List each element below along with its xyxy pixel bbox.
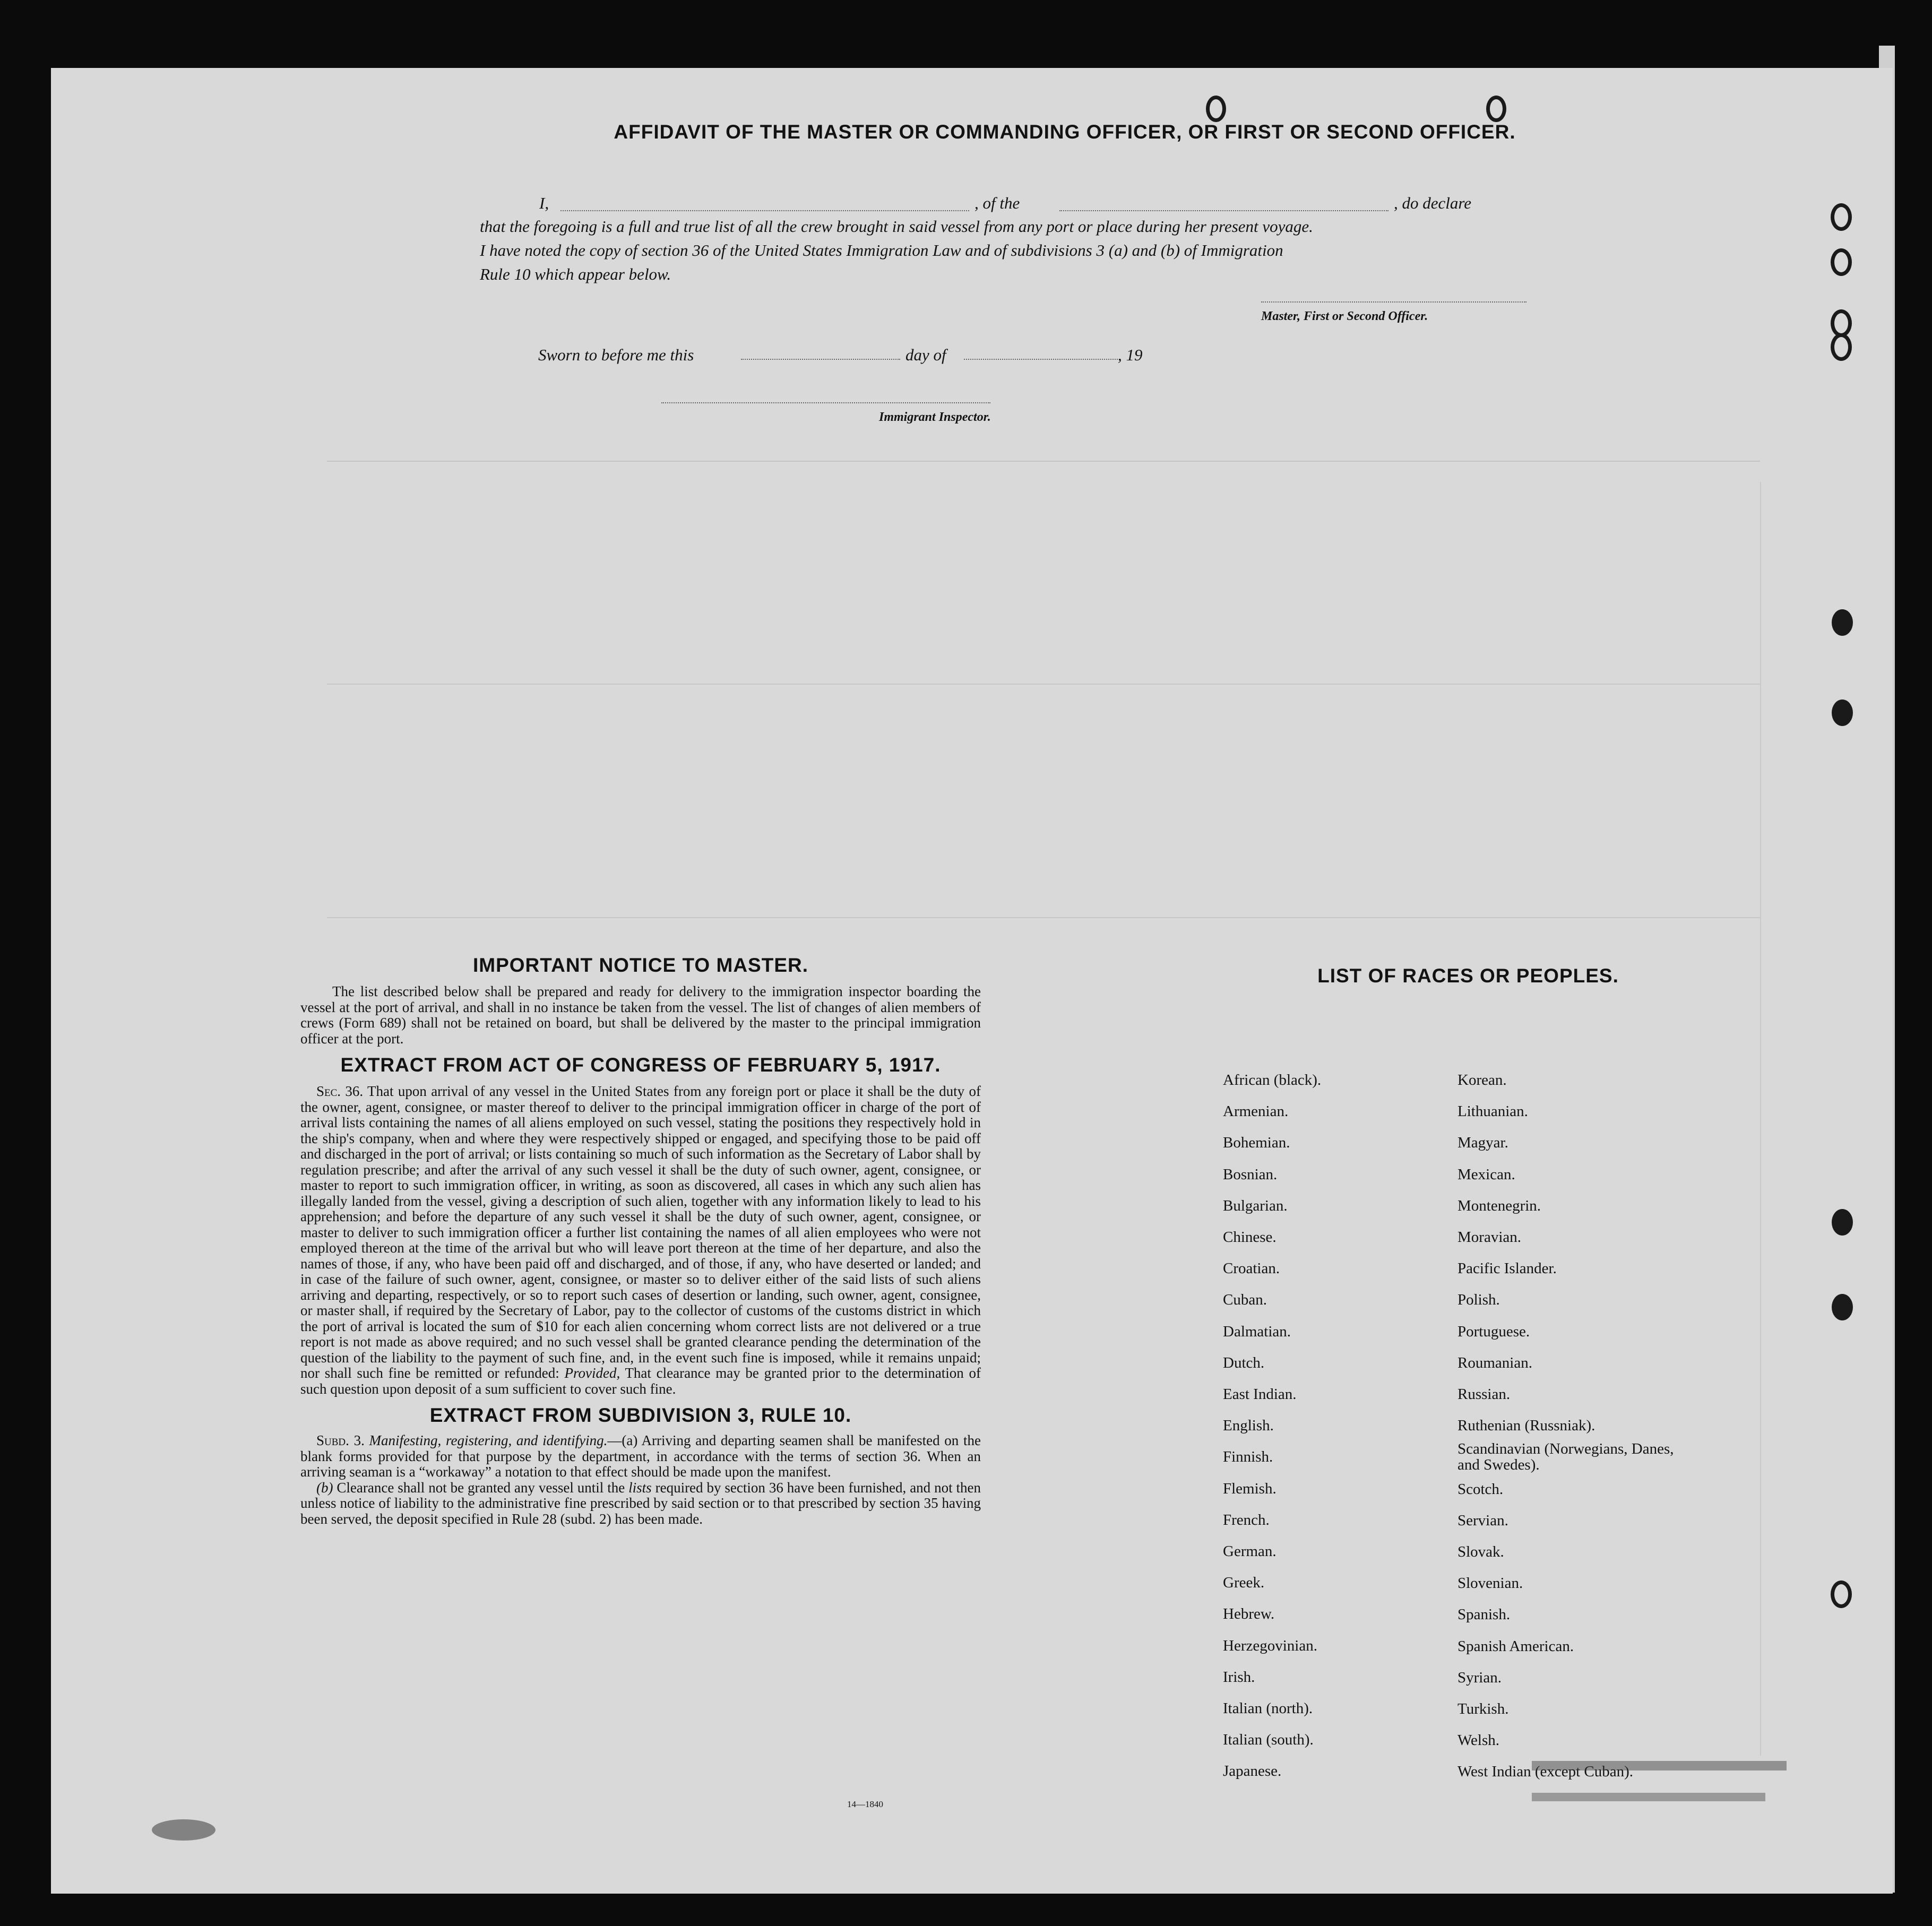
affidavit-do-declare-label: , do declare <box>1394 194 1472 212</box>
list-item: Armenian. <box>1223 1103 1289 1120</box>
day-of-label: day of <box>905 346 946 364</box>
list-item: Spanish American. <box>1457 1637 1574 1655</box>
list-item: Bosnian. <box>1223 1165 1278 1183</box>
list-item: Bulgarian. <box>1223 1197 1288 1214</box>
sworn-label: Sworn to before me this <box>538 346 694 364</box>
list-item: German. <box>1223 1543 1276 1560</box>
para-b-text-1: Clearance shall not be granted any vessel until the <box>337 1479 625 1496</box>
affidavit-do-declare <box>1394 191 1471 215</box>
affidavit-of-the <box>974 191 1020 215</box>
races-left-list <box>1223 1065 1321 1787</box>
provided-label: Provided, <box>564 1365 620 1381</box>
notice-title: IMPORTANT NOTICE TO MASTER. <box>472 954 808 976</box>
binding-hole-icon <box>1206 96 1226 122</box>
extract-act-text: That upon arrival of any vessel in the United States from any foreign port or place it shall be the duty of the owner, agent, consignee, or master thereof to deliver to the principal immigration officer in charge of the port of arrival lists containing the names of all aliens employed on such vessel, stating the positions they respectively hold in the ship's company, when and where they were respectively shipped or engaged, and specifying those to be paid off and discharged in the port of arrival; or lists containing so much of such information as the Secretary of Labor shall by regulation prescribe; and after the arrival of any such vessel it shall be the duty of such owner, agent, consignee, or master to report to such immigration officer, in writing, as soon as discovered, all cases in which any such alien has illegally landed from the vessel, giving a description of such alien, together with any information likely to lead to his apprehension; and before the departure of any such vessel it shall be the duty of such owner, agent, consignee, or master to deliver to such immigration officer a further list containing the names of all alien employees who were not employed thereon at the time of the arrival but who will leave port thereon at the time of her departure, and also the names of those, if any, who have been paid off and discharged, and of those, if any, who have deserted or landed; and in case of the failure of such owner, agent, consignee, or master so to deliver either of the said lists of such aliens arriving and departing, respectively, or so to report such cases of desertion or landing, such owner, agent, consignee, or master shall, if required by the Secretary of Labor, pay to the collector of customs of the customs district in which the port of arrival is located the sum of $10 for each alien concerning whom correct lists are not delivered or a true report is not made as above required; and no such vessel shall be granted clearance pending the determination of the question of the liability to the payment of such fine, and, in the event such fine is imposed, while it remains unpaid; nor shall such fine be remitted or refunded: <box>300 1083 981 1381</box>
inspector-signature-blank[interactable] <box>661 402 990 403</box>
list-item: Servian. <box>1457 1512 1508 1529</box>
extract-rule-para-a <box>300 1433 981 1480</box>
affidavit-line-1 <box>539 191 549 215</box>
list-item: Italian (south). <box>1223 1731 1314 1749</box>
list-item: Hebrew. <box>1223 1605 1275 1623</box>
ink-smudge <box>1532 1761 1787 1770</box>
list-item: Irish. <box>1223 1668 1255 1686</box>
notice-body: The list described below shall be prepared and ready for delivery to the immigration inspector boarding the vessel at the port of arrival, and shall in no instance be taken from the vessel. The list of changes of alien members of crews (Form 689) shall not be retained on board, but shall be delivered by the master to the principal immigration officer at the port. <box>300 983 981 1047</box>
affidavit-line-3: I have noted the copy of section 36 of the United States Immigration Law and of subdivisions 3 (a) and (b) of Immigration <box>480 241 1283 260</box>
vessel-name-blank[interactable] <box>1059 210 1388 211</box>
binding-hole-icon <box>1832 1294 1853 1320</box>
list-item: Russian. <box>1457 1386 1511 1403</box>
binding-hole-icon <box>1486 96 1506 122</box>
list-item: Polish. <box>1457 1291 1500 1309</box>
binding-hole-icon <box>1831 248 1852 276</box>
races-right-list <box>1457 1065 1744 1788</box>
para-a-text: —(a) Arriving and departing seamen shall be manifested on the blank forms provided for that purpose by the department, in accordance with the terms of section 36. When an arriving seaman is a “workaway” a notation to that effect should be made upon the manifest. <box>300 1432 981 1480</box>
affidavit-i-label: I, <box>539 194 549 212</box>
master-caption: Master, First or Second Officer. <box>1261 309 1428 323</box>
para-b-text-2: required by section 36 have been furnished, and not then unless notice of liability to the administrative fine prescribed by said section or to that prescribed by section 35 having been served, the deposit specified in Rule 28 (subd. 2) has been made. <box>300 1479 981 1527</box>
binding-hole-icon <box>1832 699 1853 726</box>
list-item: Moravian. <box>1457 1229 1521 1246</box>
binding-hole-icon <box>1831 203 1852 231</box>
binding-hole-icon <box>1831 333 1852 361</box>
list-item: Syrian. <box>1457 1669 1502 1686</box>
sworn-month-blank[interactable] <box>964 359 1118 360</box>
binding-hole-icon <box>1831 1580 1852 1608</box>
left-column <box>300 954 981 1527</box>
affidavit-line-2: that the foregoing is a full and true list of all the crew brought in said vessel from any port or place during her present voyage. <box>480 217 1313 236</box>
extract-act-body <box>300 1084 981 1397</box>
extract-act-text-end: That clearance may be granted prior to the determination of such question upon deposit of a sum sufficient to cover such fine. <box>300 1365 981 1397</box>
list-item: Bohemian. <box>1223 1134 1290 1152</box>
list-item: Slovak. <box>1457 1543 1504 1561</box>
affidavit-of-the-label: , of the <box>974 194 1020 212</box>
list-item: Dutch. <box>1223 1354 1265 1371</box>
list-item: Scotch. <box>1457 1480 1504 1498</box>
subd-label: Subd. 3. <box>316 1432 365 1448</box>
extract-rule-para-b <box>300 1480 981 1527</box>
sec-label: Sec. 36. <box>316 1083 364 1099</box>
list-item: West Indian (except Cuban). <box>1457 1763 1634 1781</box>
list-item: Croatian. <box>1223 1260 1280 1277</box>
extract-act-title: EXTRACT FROM ACT OF CONGRESS OF FEBRUARY 5, 1917. <box>340 1054 941 1076</box>
list-item: Pacific Islander. <box>1457 1260 1557 1277</box>
list-item: French. <box>1223 1511 1270 1528</box>
races-title: LIST OF RACES OR PEOPLES. <box>1317 965 1619 987</box>
master-signature-blank[interactable] <box>1261 301 1526 303</box>
binding-hole-icon <box>1832 609 1853 636</box>
list-item: Herzegovinian. <box>1223 1637 1317 1654</box>
list-item: Slovenian. <box>1457 1575 1523 1592</box>
list-item: Montenegrin. <box>1457 1197 1541 1214</box>
sworn-day-blank[interactable] <box>741 359 900 360</box>
list-item: Welsh. <box>1457 1732 1500 1749</box>
list-item: Finnish. <box>1223 1448 1273 1466</box>
list-item: Portuguese. <box>1457 1323 1530 1340</box>
list-item: Cuban. <box>1223 1291 1267 1309</box>
extract-rule-title: EXTRACT FROM SUBDIVISION 3, RULE 10. <box>429 1404 852 1426</box>
list-item: Chinese. <box>1223 1229 1276 1246</box>
list-item: Flemish. <box>1223 1480 1276 1497</box>
list-item: Lithuanian. <box>1457 1103 1528 1120</box>
para-b-label: (b) <box>316 1479 333 1496</box>
list-item: Greek. <box>1223 1574 1265 1592</box>
list-item: African (black). <box>1223 1072 1322 1089</box>
document-page <box>51 68 1893 1894</box>
list-item: Dalmatian. <box>1223 1323 1291 1340</box>
list-item: Scandinavian (Norwegians, Danes, and Swedes). <box>1457 1440 1674 1474</box>
year-label: , 19 <box>1118 346 1143 364</box>
list-item: Korean. <box>1457 1072 1507 1089</box>
list-item: Mexican. <box>1457 1165 1515 1183</box>
master-name-blank[interactable] <box>560 210 969 211</box>
affidavit-line-4: Rule 10 which appear below. <box>480 265 671 283</box>
subd-heading: Manifesting, registering, and identifying. <box>369 1432 608 1448</box>
form-number: 14—1840 <box>847 1799 883 1809</box>
ink-smudge <box>152 1819 215 1841</box>
list-item: Ruthenian (Russniak). <box>1457 1417 1595 1435</box>
list-item: Spanish. <box>1457 1606 1511 1623</box>
para-b-lists: lists <box>628 1479 652 1496</box>
inspector-caption: Immigrant Inspector. <box>879 410 991 424</box>
affidavit-title: AFFIDAVIT OF THE MASTER OR COMMANDING OFFICER, OR FIRST OR SECOND OFFICER. <box>614 121 1516 143</box>
list-item: Turkish. <box>1457 1700 1509 1718</box>
list-item: East Indian. <box>1223 1386 1297 1403</box>
list-item: Magyar. <box>1457 1134 1508 1152</box>
list-item: English. <box>1223 1417 1274 1435</box>
binding-hole-icon <box>1832 1209 1853 1236</box>
ink-smudge <box>1532 1793 1765 1801</box>
list-item: Roumanian. <box>1457 1354 1532 1371</box>
list-item: Italian (north). <box>1223 1700 1313 1717</box>
list-item: Japanese. <box>1223 1763 1282 1780</box>
